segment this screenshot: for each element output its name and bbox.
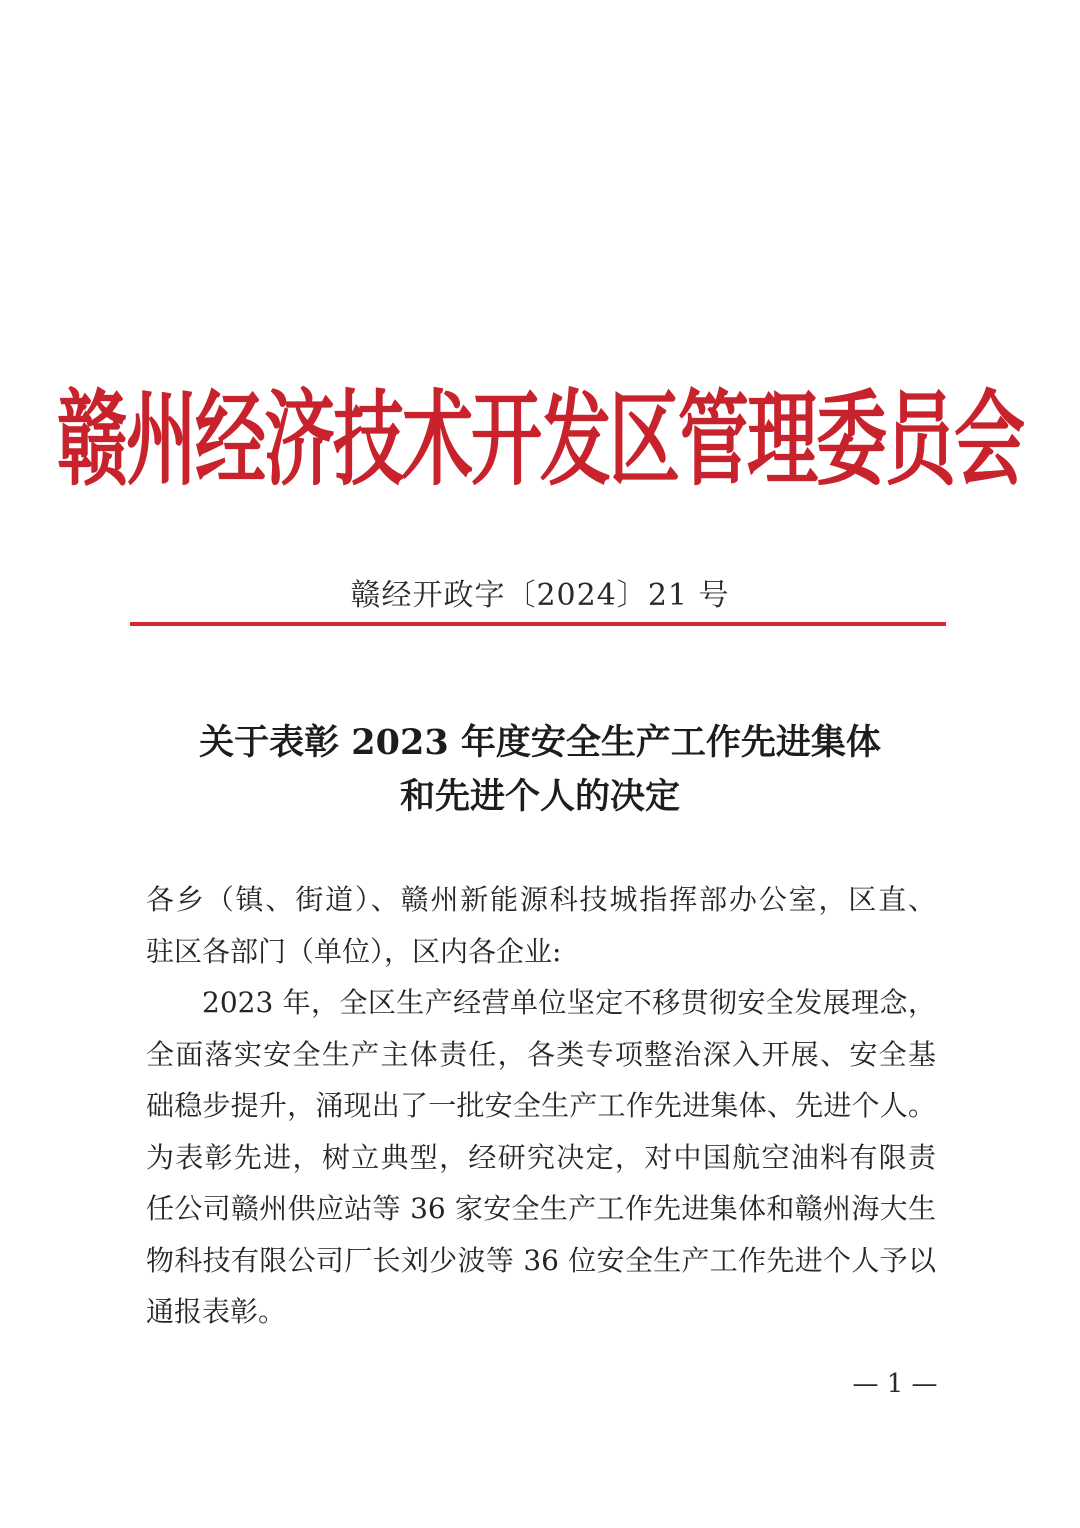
salutation-line-2: 驻区各部门（单位），区内各企业: (146, 934, 562, 968)
document-number: 赣经开政字〔2024〕21 号 (350, 578, 730, 613)
red-divider-line (130, 622, 946, 626)
issuing-authority-title: 赣州经济技术开发区管理委员会 (56, 379, 1023, 500)
paragraph-line: 物科技有限公司厂长刘少波等 36 位安全生产工作先进个人予以 (146, 1243, 936, 1277)
document-body (146, 874, 936, 1338)
decision-title (100, 716, 980, 824)
paragraph-line: 础稳步提升，涌现出了一批安全生产工作先进集体、先进个人。 (146, 1089, 936, 1122)
paragraph-line: 通报表彰。 (146, 1295, 287, 1328)
salutation-line-1: 各乡（镇、街道）、赣州新能源科技城指挥部办公室，区直、 (146, 883, 936, 916)
page-number: — 1 — (852, 1369, 938, 1399)
paragraph-line: 任公司赣州供应站等 36 家安全生产工作先进集体和赣州海大生 (146, 1192, 936, 1225)
paragraph-line: 全面落实安全生产主体责任，各类专项整治深入开展、安全基 (146, 1037, 936, 1071)
decision-title-line-1: 关于表彰 2023 年度安全生产工作先进集体 (199, 722, 881, 763)
decision-title-line-2: 和先进个人的决定 (399, 776, 680, 817)
paragraph-line: 2023 年，全区生产经营单位坚定不移贯彻安全发展理念， (202, 986, 936, 1019)
paragraph-line: 为表彰先进，树立典型，经研究决定，对中国航空油料有限责 (146, 1140, 936, 1174)
